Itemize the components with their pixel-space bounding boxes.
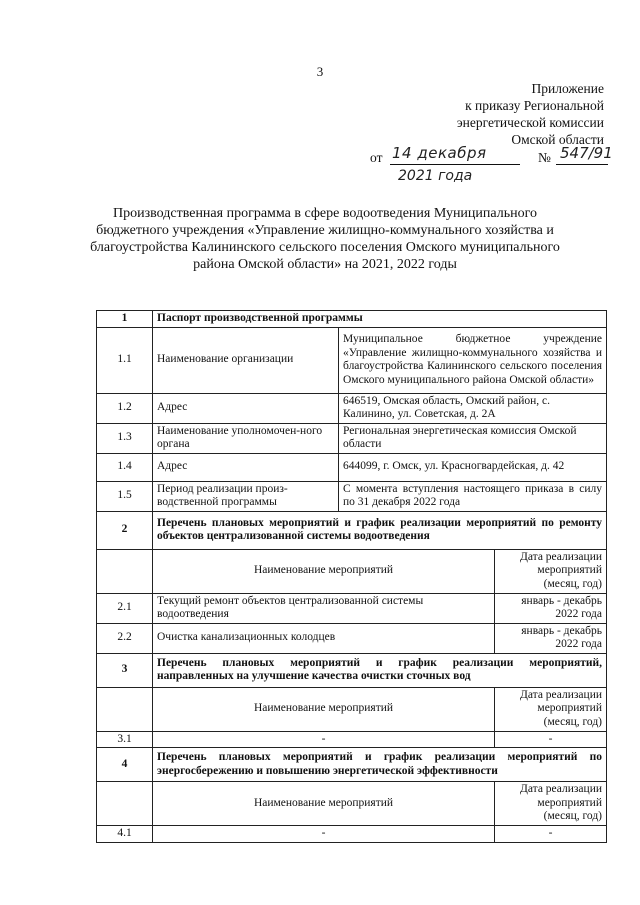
row-number: 1.2 [97, 393, 153, 423]
handwritten-year: 2021 года [398, 168, 473, 184]
number-underline [556, 164, 608, 165]
row-value: С момента вступления настоящего приказа в силу по 31 декабря 2022 года [339, 481, 607, 511]
row-date: - [495, 826, 607, 843]
col-header-date: Дата реализации мероприятий (месяц, год) [495, 687, 607, 731]
column-header-row [97, 687, 607, 731]
table-row [97, 731, 607, 748]
from-label: от [370, 150, 383, 165]
row-name: Очистка канализационных колодцев [153, 623, 495, 653]
row-value: Муниципальное бюджетное учреждение «Управление жилищно-коммунального хозяйства и благоустройства Калининского сельского поселения Омского муниципального района Омской области» [339, 327, 607, 393]
empty-cell [97, 782, 153, 826]
col-header-date: Дата реализации мероприятий (месяц, год) [495, 549, 607, 593]
row-number: 1.5 [97, 481, 153, 511]
col-header-name: Наименование мероприятий [153, 687, 495, 731]
table-row [97, 453, 607, 481]
date-underline [390, 164, 520, 165]
section-row [97, 653, 607, 687]
row-number: 1.3 [97, 423, 153, 453]
section-number: 3 [97, 653, 153, 687]
row-date: - [495, 731, 607, 748]
row-number: 2.1 [97, 593, 153, 623]
empty-cell [97, 687, 153, 731]
table-row [97, 623, 607, 653]
section-row [97, 748, 607, 782]
row-name: - [153, 731, 495, 748]
section-heading: Перечень плановых мероприятий и график реализации мероприятий по ремонту объектов централизованной системы водоотведения [153, 511, 607, 549]
table-row [97, 593, 607, 623]
section-number: 4 [97, 748, 153, 782]
section-row [97, 311, 607, 328]
table-row [97, 423, 607, 453]
table-row [97, 327, 607, 393]
number-label: № [538, 150, 551, 165]
section-number: 2 [97, 511, 153, 549]
appendix-line: Омской области [511, 132, 604, 147]
appendix-block [457, 80, 604, 148]
row-label: Адрес [153, 453, 339, 481]
row-value: 646519, Омская область, Омский район, с. Калинино, ул. Советская, д. 2А [339, 393, 607, 423]
table-row [97, 826, 607, 843]
row-number: 1.4 [97, 453, 153, 481]
row-value: 644099, г. Омск, ул. Красногвардейская, д. 42 [339, 453, 607, 481]
column-header-row [97, 549, 607, 593]
table-row [97, 481, 607, 511]
section-heading: Перечень плановых мероприятий и график реализации мероприятий по энергосбережению и повышению энергетической эффективности [153, 748, 607, 782]
row-number: 2.2 [97, 623, 153, 653]
row-date: январь - декабрь 2022 года [495, 593, 607, 623]
appendix-line: Приложение [531, 81, 604, 96]
row-date: январь - декабрь 2022 года [495, 623, 607, 653]
section-row [97, 511, 607, 549]
empty-cell [97, 549, 153, 593]
page-number: 3 [316, 64, 324, 79]
handwritten-number: 547/91 [560, 144, 613, 162]
row-number: 1.1 [97, 327, 153, 393]
section-number: 1 [97, 311, 153, 328]
col-header-name: Наименование мероприятий [153, 782, 495, 826]
row-value: Региональная энергетическая комиссия Омской области [339, 423, 607, 453]
row-label: Адрес [153, 393, 339, 423]
order-date-number [370, 144, 613, 186]
document-title: Производственная программа в сфере водоотведения Муниципального бюджетного учреждения «Управление жилищно-коммунального хозяйства и благоустройства Калининского сельского поселения Омского муниципального района Омской области» на 2021, 2022 годы [90, 206, 560, 272]
row-label: Наименование уполномочен-ного органа [153, 423, 339, 453]
column-header-row [97, 782, 607, 826]
section-heading: Перечень плановых мероприятий и график реализации мероприятий, направленных на улучшение качества очистки сточных вод [153, 653, 607, 687]
section-heading: Паспорт производственной программы [153, 311, 607, 328]
row-name: - [153, 826, 495, 843]
handwritten-date: 14 декабря [392, 144, 487, 162]
col-header-name: Наименование мероприятий [153, 549, 495, 593]
row-number: 3.1 [97, 731, 153, 748]
row-name: Текущий ремонт объектов централизованной системы водоотведения [153, 593, 495, 623]
appendix-line: энергетической комиссии [456, 115, 604, 130]
program-table [96, 310, 607, 843]
row-number: 4.1 [97, 826, 153, 843]
row-label: Период реализации произ-водственной программы [153, 481, 339, 511]
col-header-date: Дата реализации мероприятий (месяц, год) [495, 782, 607, 826]
appendix-line: к приказу Региональной [465, 98, 604, 113]
row-label: Наименование организации [153, 327, 339, 393]
table-row [97, 393, 607, 423]
